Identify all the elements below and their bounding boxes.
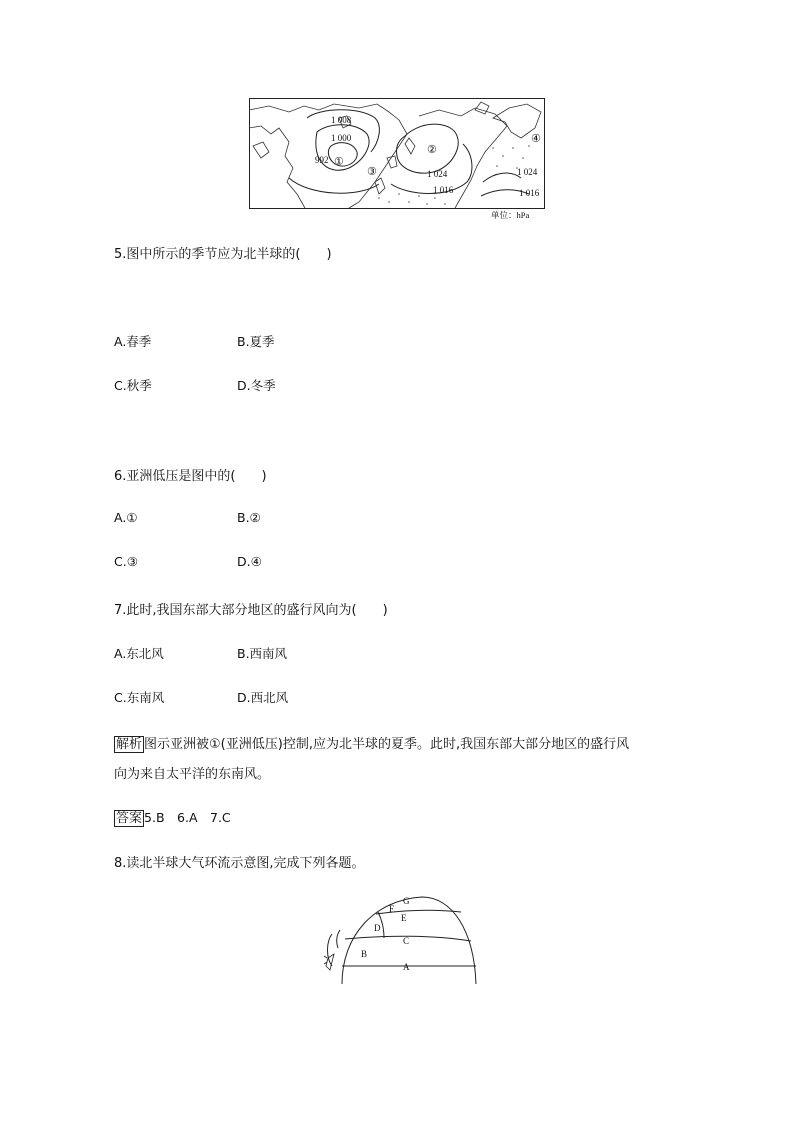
analysis-paragraph [114,733,629,752]
marker-2: ② [427,144,437,156]
globe-label-a: A [403,962,410,972]
q5-option-b[interactable]: B.夏季 [237,334,275,349]
marker-4: ④ [531,133,541,145]
q6-option-c[interactable]: C.③ [114,554,138,569]
q5-stem: 5.图中所示的季节应为北半球的( ) [114,247,332,262]
isobar-label: 1 000 [331,133,352,143]
map-unit-label: 单位：hPa [491,210,530,220]
q6-option-a[interactable]: A.① [114,510,138,525]
isobar-label: 1 008 [331,115,352,125]
circulation-arc-inner [337,930,340,948]
isobar-label: 1 024 [427,169,448,179]
q7-option-d[interactable]: D.西北风 [237,690,289,705]
q6-option-b[interactable]: B.② [237,510,261,525]
isobar-label: 1 016 [433,185,454,195]
answer-text: 5.B 6.A 7.C [144,810,231,825]
atmospheric-circulation-diagram [318,890,488,986]
isobar-label: 992 [315,155,329,165]
q7-option-b[interactable]: B.西南风 [237,646,288,661]
analysis-tag: 解析 [116,737,143,752]
globe-label-g: G [403,896,410,906]
globe-label-f: F [389,904,395,914]
marker-1: ① [334,156,344,168]
q7-option-a[interactable]: A.东北风 [114,646,164,661]
sun-symbol [324,954,334,970]
analysis-line-2: 向为来自太平洋的东南风。 [114,767,271,782]
q5-option-d[interactable]: D.冬季 [237,378,276,393]
circulation-arc [328,934,333,966]
q8-stem: 8.读北半球大气环流示意图,完成下列各题。 [114,856,365,871]
globe-label-e: E [401,913,407,923]
q5-option-a[interactable]: A.春季 [114,334,152,349]
answer-tag: 答案 [116,811,143,826]
q6-stem: 6.亚洲低压是图中的( ) [114,469,267,484]
globe-label-d: D [374,923,381,933]
q5-option-c[interactable]: C.秋季 [114,378,152,393]
q6-option-d[interactable]: D.④ [237,554,262,569]
pressure-map-figure [249,98,545,222]
isobar-label: 1 016 [519,188,540,198]
analysis-line-1: 图示亚洲被①(亚洲低压)控制,应为北半球的夏季。此时,我国东部大部分地区的盛行风 [144,737,630,752]
q7-stem: 7.此时,我国东部大部分地区的盛行风向为( ) [114,603,388,618]
q7-option-c[interactable]: C.东南风 [114,690,165,705]
answer-line [114,807,231,826]
globe-label-c: C [403,936,410,946]
isobar-label: 1 024 [517,167,538,177]
globe-label-b: B [361,949,368,959]
marker-3: ③ [367,166,377,178]
